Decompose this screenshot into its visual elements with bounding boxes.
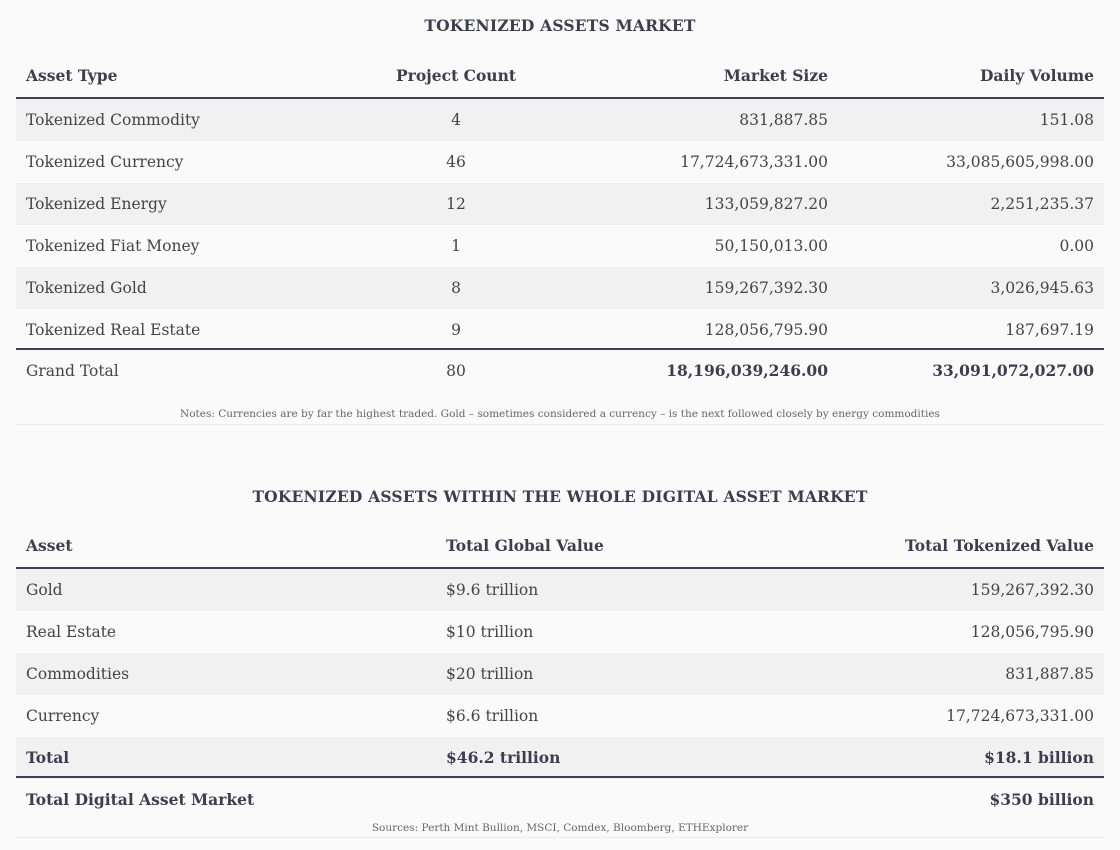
table1-title: TOKENIZED ASSETS MARKET <box>424 16 696 35</box>
table2-footer-line <box>16 837 1104 838</box>
cell-asset-type: Tokenized Fiat Money <box>26 237 200 255</box>
cell-tokenized-value: 128,056,795.90 <box>970 623 1094 641</box>
cell-asset-type: Tokenized Energy <box>26 195 167 213</box>
grand-total-count: 80 <box>446 362 466 380</box>
cell-asset: Gold <box>26 581 63 599</box>
table2-sources: Sources: Perth Mint Bullion, MSCI, Comdex, Bloomberg, ETHExplorer <box>371 822 749 834</box>
cell-daily-volume: 187,697.19 <box>1005 321 1094 339</box>
cell-daily-volume: 33,085,605,998.00 <box>946 153 1094 171</box>
cell-market-size: 159,267,392.30 <box>704 279 828 297</box>
table-row <box>16 569 1104 611</box>
table-row <box>16 225 1104 267</box>
cell-tokenized-value: 17,724,673,331.00 <box>946 707 1094 725</box>
cell-project-count: 4 <box>451 111 461 129</box>
table-row <box>16 183 1104 225</box>
cell-project-count: 8 <box>451 279 461 297</box>
grand-total-row <box>16 350 1104 392</box>
cell-asset-type: Tokenized Currency <box>26 153 184 171</box>
cell-global-value: $6.6 trillion <box>446 707 539 725</box>
header-daily-volume[interactable]: Daily Volume <box>979 66 1094 85</box>
cell-tokenized-value: 159,267,392.30 <box>970 581 1094 599</box>
grand-total-label: Grand Total <box>26 362 119 380</box>
header-asset-type[interactable]: Asset Type <box>26 66 118 85</box>
cell-daily-volume: 0.00 <box>1059 237 1094 255</box>
table-row <box>16 99 1104 141</box>
cell-project-count: 1 <box>451 237 461 255</box>
table2-title: TOKENIZED ASSETS WITHIN THE WHOLE DIGITAL ASSET MARKET <box>252 487 868 506</box>
header-total-tokenized-value[interactable]: Total Tokenized Value <box>905 536 1094 555</box>
cell-asset: Currency <box>26 707 100 725</box>
cell-market-size: 50,150,013.00 <box>714 237 828 255</box>
digital-asset-market-value: $350 billion <box>989 790 1094 809</box>
digital-asset-market-label: Total Digital Asset Market <box>26 790 255 809</box>
total-row <box>16 737 1104 779</box>
cell-daily-volume: 151.08 <box>1039 111 1094 129</box>
total-label: Total <box>26 748 70 767</box>
table-row <box>16 309 1104 351</box>
table-row <box>16 653 1104 695</box>
digital-asset-market-row <box>16 779 1104 821</box>
table-row <box>16 611 1104 653</box>
header-asset[interactable]: Asset <box>26 536 73 555</box>
cell-global-value: $20 trillion <box>446 665 534 683</box>
table-row <box>16 695 1104 737</box>
cell-market-size: 17,724,673,331.00 <box>680 153 828 171</box>
header-total-global-value[interactable]: Total Global Value <box>446 536 604 555</box>
cell-market-size: 831,887.85 <box>739 111 828 129</box>
grand-total-market-size: 18,196,039,246.00 <box>666 361 828 380</box>
cell-global-value: $9.6 trillion <box>446 581 539 599</box>
cell-asset-type: Tokenized Commodity <box>26 111 200 129</box>
cell-project-count: 12 <box>446 195 466 213</box>
table1-note: Notes: Currencies are by far the highest traded. Gold – sometimes considered a currency – is the next followed closely by energy commodities <box>180 408 940 420</box>
header-market-size[interactable]: Market Size <box>723 66 828 85</box>
cell-daily-volume: 3,026,945.63 <box>990 279 1094 297</box>
cell-project-count: 46 <box>446 153 466 171</box>
table-header-row <box>16 525 1104 567</box>
cell-asset: Real Estate <box>26 623 117 641</box>
total-divider <box>16 776 1104 778</box>
cell-market-size: 133,059,827.20 <box>704 195 828 213</box>
cell-asset: Commodities <box>26 665 130 683</box>
cell-market-size: 128,056,795.90 <box>704 321 828 339</box>
cell-global-value: $10 trillion <box>446 623 534 641</box>
header-project-count[interactable]: Project Count <box>396 66 516 85</box>
cell-tokenized-value: 831,887.85 <box>1005 665 1094 683</box>
table1-footer-line <box>16 424 1104 425</box>
table-row <box>16 267 1104 309</box>
cell-asset-type: Tokenized Gold <box>26 279 147 297</box>
table-row <box>16 141 1104 183</box>
cell-daily-volume: 2,251,235.37 <box>990 195 1094 213</box>
cell-asset-type: Tokenized Real Estate <box>26 321 201 339</box>
cell-project-count: 9 <box>451 321 461 339</box>
table-header-row <box>16 55 1104 97</box>
total-global-value: $46.2 trillion <box>446 748 561 767</box>
total-tokenized-value: $18.1 billion <box>984 748 1094 767</box>
grand-total-daily-volume: 33,091,072,027.00 <box>932 361 1094 380</box>
